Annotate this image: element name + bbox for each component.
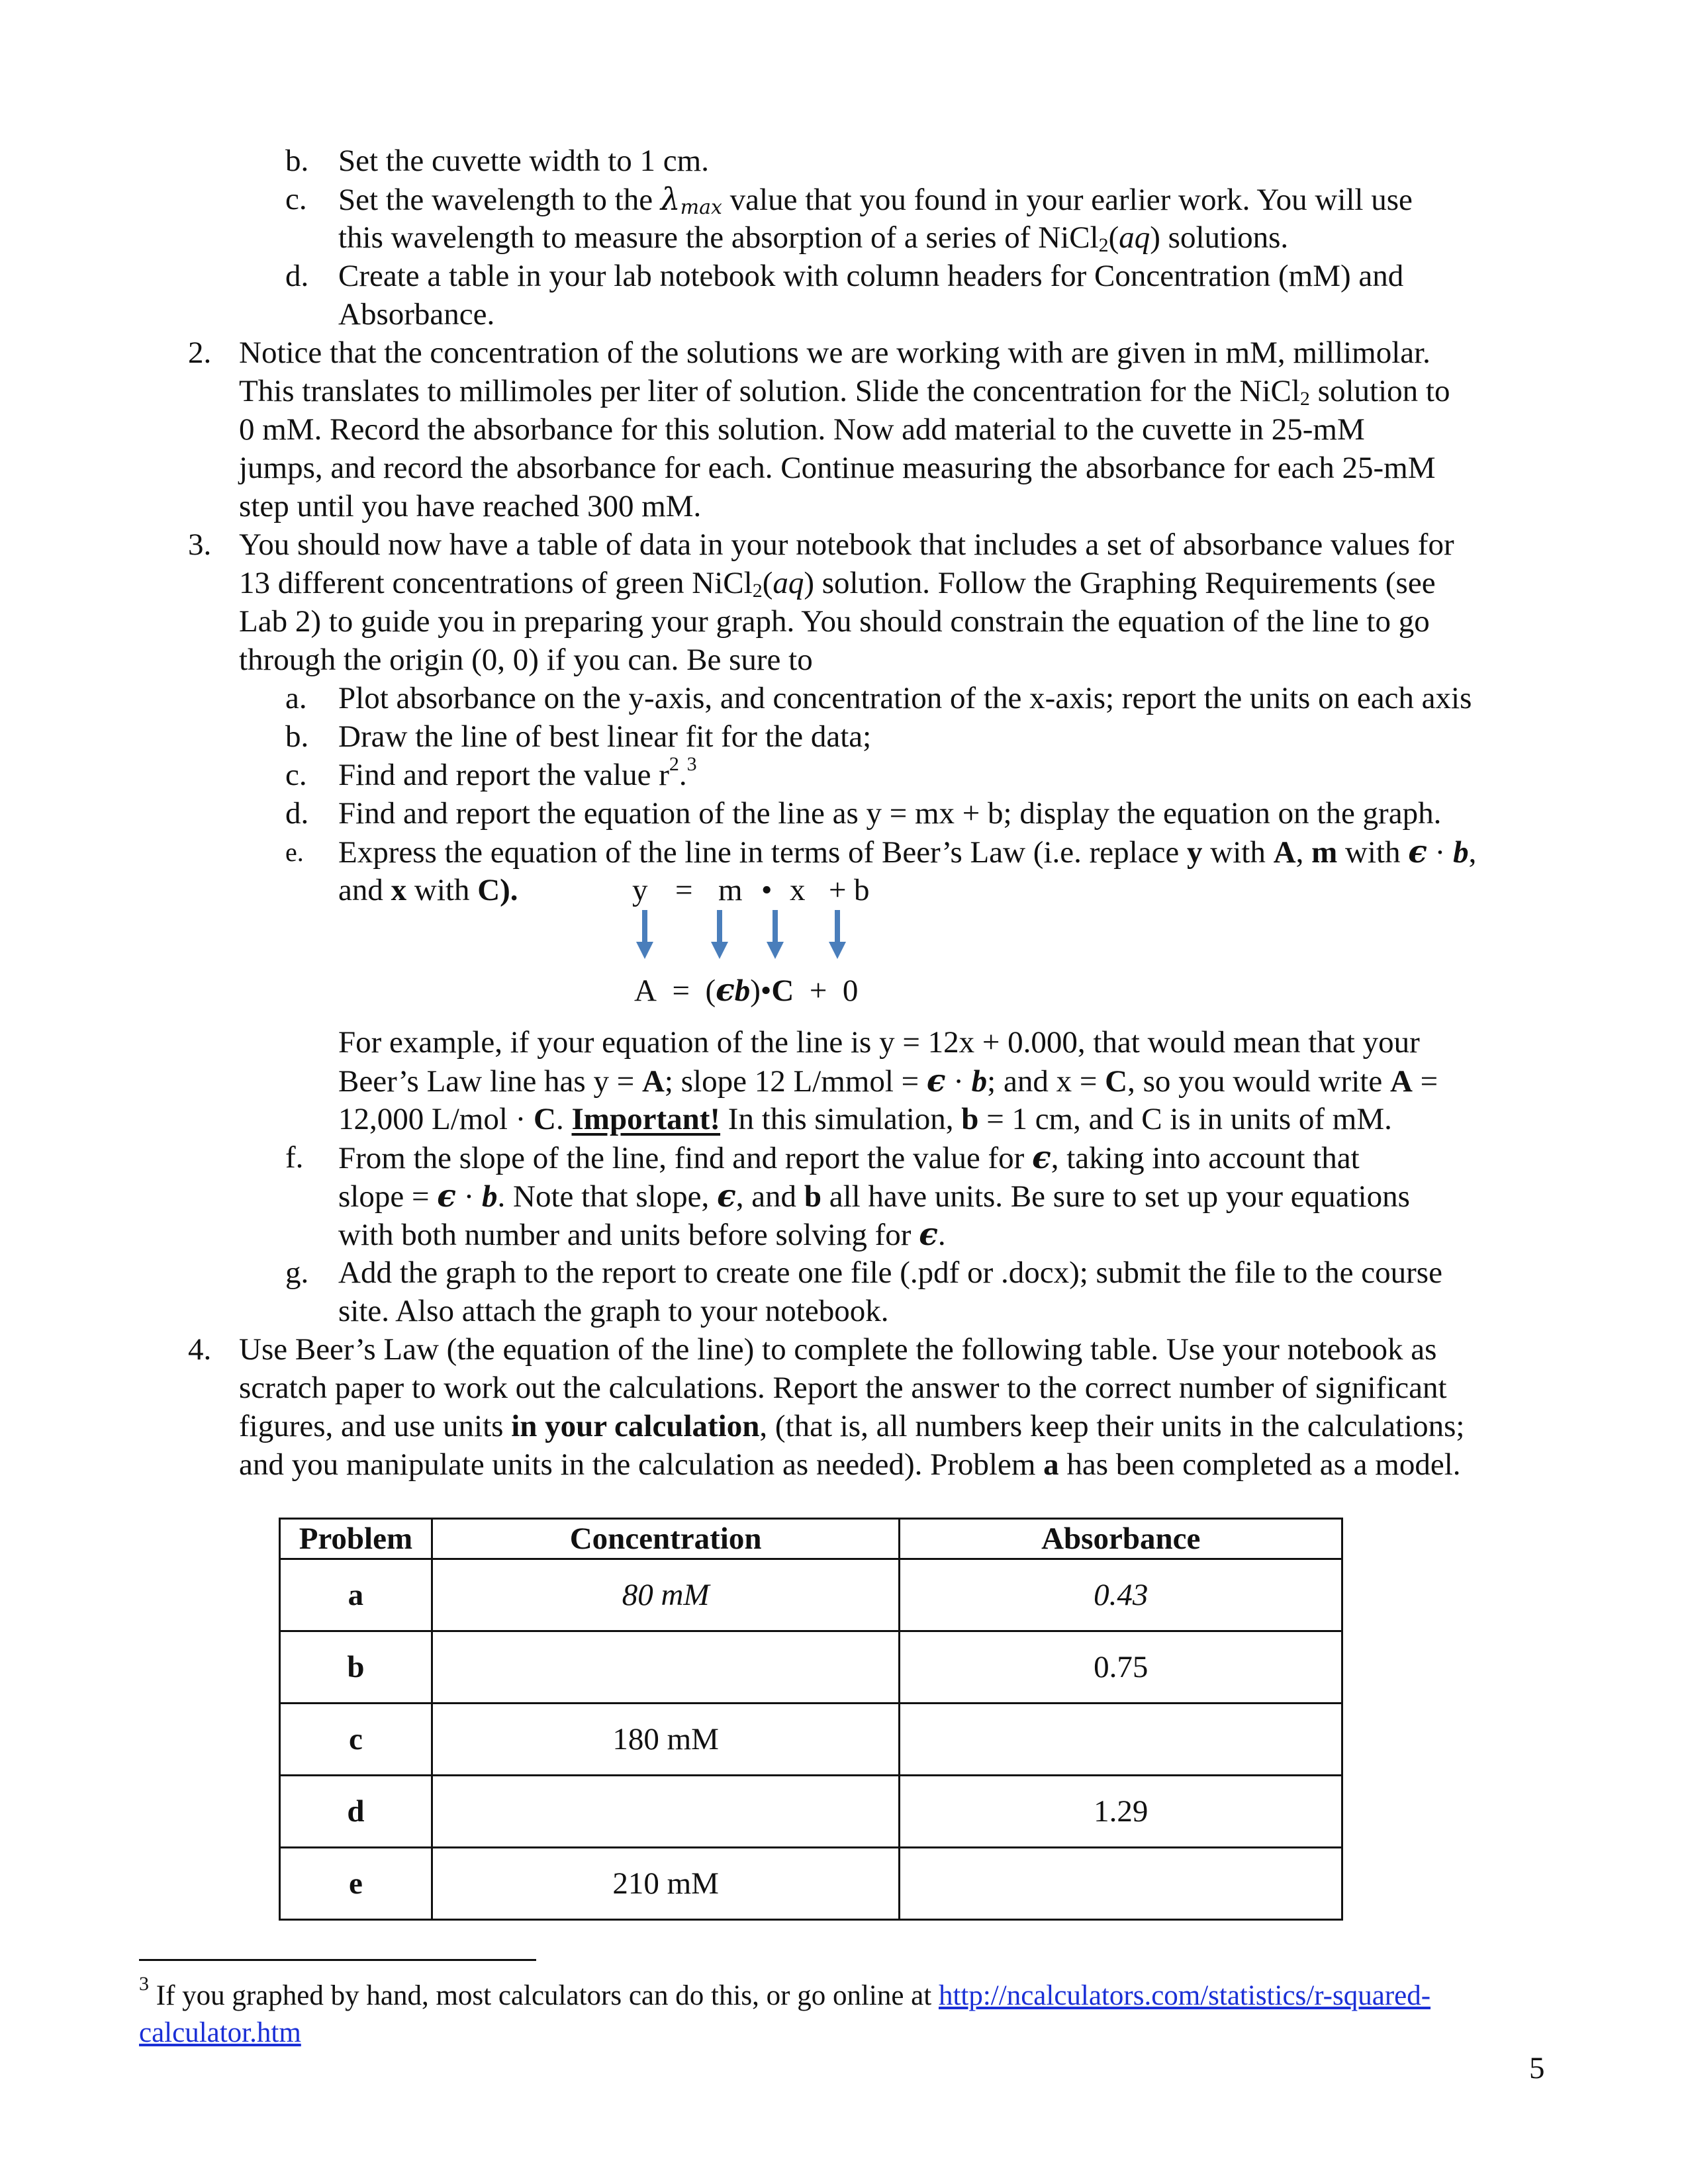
- column-header-absorbance: Absorbance: [900, 1519, 1342, 1559]
- cell-concentration: [432, 1631, 900, 1704]
- cell-problem: c: [280, 1704, 432, 1776]
- step1c-line2: this wavelength to measure the absorption of a series of NiCl$_2$(aq) solutions.: [338, 220, 1289, 256]
- footnote-number: 3: [139, 1973, 149, 1995]
- footnote-link[interactable]: http://ncalculators.com/statistics/r-squared-: [938, 1980, 1431, 2011]
- eq-x: x: [790, 873, 806, 907]
- step2-line2: This translates to millimoles per liter of solution. Slide the concentration for the NiCl$_2$ solution to: [239, 374, 1450, 410]
- down-arrow-icon: [765, 910, 785, 960]
- step1d-line1: Create a table in your lab notebook with column headers for Concentration (mM) and: [338, 259, 1404, 293]
- footnote-separator: [139, 1959, 536, 1961]
- step3-line1: You should now have a table of data in your notebook that includes a set of absorbance values for: [239, 527, 1454, 562]
- list-marker-3f: f.: [285, 1140, 304, 1175]
- column-header-concentration: Concentration: [432, 1519, 900, 1559]
- step4-line4: and you manipulate units in the calculation as needed). Problem a has been completed as a model.: [239, 1447, 1461, 1482]
- down-arrow-icon: [827, 910, 847, 960]
- list-marker-3a: a.: [285, 681, 307, 715]
- list-marker-4: 4.: [188, 1332, 212, 1367]
- list-marker-3c: c.: [285, 758, 307, 792]
- step1d-line2: Absorbance.: [338, 297, 495, 332]
- lambda-symbol: λ: [660, 181, 680, 218]
- list-marker-1c: c.: [285, 182, 307, 216]
- step2-line5: step until you have reached 300 mM.: [239, 489, 702, 523]
- list-marker-1d: d.: [285, 259, 309, 293]
- step3f-line2: slope = ϵ · b. Note that slope, ϵ, and b all have units. Be sure to set up your equations: [338, 1178, 1410, 1214]
- step2-line1: Notice that the concentration of the solutions we are working with are given in mM, millimolar.: [239, 336, 1430, 370]
- step2-line3: 0 mM. Record the absorbance for this solution. Now add material to the cuvette in 25-mM: [239, 412, 1365, 447]
- down-arrow-icon: [710, 910, 729, 960]
- cell-concentration: [432, 1776, 900, 1848]
- eq-plus: +: [829, 873, 847, 907]
- step1c-line1: Set the wavelength to the $\lambda_{max}$ value that you found in your earlier work. You will use: [338, 181, 1413, 219]
- step4-line1: Use Beer’s Law (the equation of the line) to complete the following table. Use your notebook as: [239, 1332, 1437, 1367]
- footnote-link-continued[interactable]: calculator.htm: [139, 2017, 301, 2048]
- step3e-line1: Express the equation of the line in terms of Beer’s Law (i.e. replace y with A, m with ϵ · b,: [338, 834, 1477, 870]
- eq-equals: =: [675, 873, 693, 907]
- table-row: [280, 1704, 1342, 1776]
- step3c-text: Find and report the value $r^2.^3$: [338, 753, 697, 792]
- list-marker-2: 2.: [188, 336, 212, 370]
- step3-line2: 13 different concentrations of green NiCl$_2$(aq) solution. Follow the Graphing Requirements (see: [239, 566, 1436, 602]
- list-marker-3g: g.: [285, 1255, 309, 1290]
- table-row: [280, 1848, 1342, 1920]
- page-number: 5: [1529, 2051, 1545, 2085]
- step3-line3: Lab 2) to guide you in preparing your graph. You should constrain the equation of the line to go: [239, 604, 1430, 639]
- example-line2: Beer’s Law line has y = A; slope 12 L/mmol = ϵ · b; and x = C, so you would write A =: [338, 1063, 1438, 1099]
- step1b-text: Set the cuvette width to 1 cm.: [338, 144, 709, 178]
- column-header-problem: Problem: [280, 1519, 432, 1559]
- example-line3: 12,000 L/mol · C. Important! In this simulation, b = 1 cm, and C is in units of mM.: [338, 1102, 1392, 1136]
- table-header-row: [280, 1519, 1342, 1559]
- eq-m: m: [718, 873, 743, 907]
- list-marker-3d: d.: [285, 796, 309, 831]
- cell-problem: b: [280, 1631, 432, 1704]
- list-marker-1b: b.: [285, 144, 309, 178]
- cell-concentration: 210 mM: [432, 1848, 900, 1920]
- cell-problem: d: [280, 1776, 432, 1848]
- step3f-line3: with both number and units before solving for ϵ.: [338, 1216, 946, 1253]
- footnote-line2: [139, 2015, 301, 2052]
- table-row: [280, 1631, 1342, 1704]
- eq-y: y: [632, 873, 648, 907]
- list-marker-3: 3.: [188, 527, 212, 562]
- list-marker-3e: e.: [285, 837, 304, 867]
- example-line1: For example, if your equation of the line is y = 12x + 0.000, that would mean that your: [338, 1025, 1420, 1060]
- cell-concentration: 80 mM: [432, 1559, 900, 1631]
- step3b-text: Draw the line of best linear fit for the data;: [338, 719, 872, 754]
- step3g-line2: site. Also attach the graph to your notebook.: [338, 1294, 889, 1328]
- eq-bullet: •: [761, 873, 773, 907]
- table-row: [280, 1559, 1342, 1631]
- step3-line4: through the origin (0, 0) if you can. Be sure to: [239, 643, 813, 677]
- step3g-line1: Add the graph to the report to create one file (.pdf or .docx); submit the file to the course: [338, 1255, 1442, 1290]
- important-label: Important!: [571, 1102, 721, 1136]
- cell-absorbance: [900, 1848, 1342, 1920]
- footnote-line1: $^3$ If you graphed by hand, most calculators can do this, or go online at http://ncalculators.com/statistics/r-squared-: [139, 1973, 1431, 2011]
- cell-absorbance: 0.43: [900, 1559, 1342, 1631]
- eq-b: b: [854, 873, 870, 907]
- step4-line3: figures, and use units in your calculation, (that is, all numbers keep their units in the calculations;: [239, 1409, 1465, 1443]
- step3e-line2: and x with C).: [338, 873, 518, 907]
- list-marker-3b: b.: [285, 719, 309, 754]
- step2-line4: jumps, and record the absorbance for each. Continue measuring the absorbance for each 25-mM: [239, 451, 1436, 485]
- step3f-line1: From the slope of the line, find and report the value for ϵ, taking into account that: [338, 1140, 1360, 1176]
- down-arrow-icon: [635, 910, 655, 960]
- step3a-text: Plot absorbance on the y-axis, and concentration of the x-axis; report the units on each axis: [338, 681, 1472, 715]
- cell-absorbance: [900, 1704, 1342, 1776]
- cell-problem: a: [280, 1559, 432, 1631]
- cell-absorbance: 1.29: [900, 1776, 1342, 1848]
- step4-line2: scratch paper to work out the calculations. Report the answer to the correct number of significant: [239, 1371, 1447, 1405]
- cell-absorbance: 0.75: [900, 1631, 1342, 1704]
- beers-law-problem-table: [279, 1518, 1343, 1921]
- step3d-text: Find and report the equation of the line as y = mx + b; display the equation on the graph.: [338, 796, 1442, 831]
- table-row: [280, 1776, 1342, 1848]
- beers-law-equation: A = (ϵb)•C + 0: [634, 972, 859, 1009]
- cell-problem: e: [280, 1848, 432, 1920]
- cell-concentration: 180 mM: [432, 1704, 900, 1776]
- footnote-ref[interactable]: 3: [686, 753, 697, 775]
